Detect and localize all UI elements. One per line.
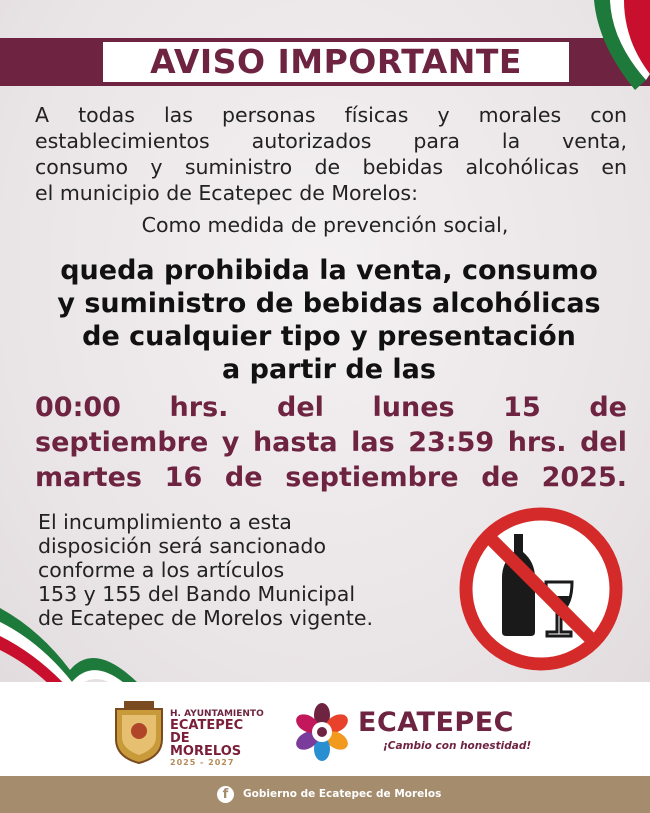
- date-line: martes 16 de septiembre de 2025.: [35, 462, 627, 493]
- measure-text: Como medida de prevención social,: [141, 213, 509, 237]
- sanction-line: 153 y 155 del Bando Municipal: [38, 582, 356, 606]
- date-range: [35, 390, 627, 495]
- sanction-line: conforme a los artículos: [38, 558, 285, 582]
- ayuntamiento-line: DE MORELOS: [170, 731, 242, 759]
- ayuntamiento-line: ECATEPEC: [170, 718, 244, 733]
- ayuntamiento-logo-text: [170, 709, 265, 768]
- footer-bar: [0, 776, 650, 813]
- ayuntamiento-years: 2025 - 2027: [170, 758, 235, 767]
- flag-ribbon-top-right: [580, 0, 650, 95]
- coat-of-arms-icon: [110, 699, 168, 765]
- footer-text: Gobierno de Ecatepec de Morelos: [243, 788, 442, 800]
- intro-line: A todas las personas físicas y morales con: [35, 103, 627, 127]
- ecatepec-flower-icon: [292, 702, 352, 762]
- notice-title: AVISO IMPORTANTE: [103, 42, 569, 82]
- sanction-line: disposición será sancionado: [38, 534, 326, 558]
- prohibition-line: queda prohibida la venta, consumo: [60, 255, 598, 286]
- brand-slogan: ¡Cambio con honestidad!: [383, 740, 532, 752]
- brand-name: ECATEPEC: [358, 707, 514, 738]
- no-alcohol-icon: [456, 504, 626, 674]
- facebook-icon[interactable]: f: [217, 786, 234, 803]
- date-line: septiembre y hasta las 23:59 hrs. del: [35, 427, 627, 458]
- logo-strip: [0, 682, 650, 776]
- prohibition-statement: [30, 254, 628, 386]
- intro-line: el municipio de Ecatepec de Morelos:: [35, 181, 418, 205]
- sanction-line: El incumplimiento a esta: [38, 510, 292, 534]
- date-line: 00:00 hrs. del lunes 15 de: [35, 392, 627, 423]
- prohibition-line: a partir de las: [222, 354, 436, 385]
- intro-line: establecimientos autorizados para la venta,: [35, 129, 627, 153]
- ayuntamiento-line: H. AYUNTAMIENTO: [170, 709, 264, 719]
- sanction-line: de Ecatepec de Morelos vigente.: [38, 606, 373, 630]
- prohibition-line: y suministro de bebidas alcohólicas: [57, 288, 601, 319]
- intro-line: consumo y suministro de bebidas alcohólicas en: [35, 155, 627, 179]
- sanction-paragraph: [38, 510, 458, 630]
- intro-paragraph: [35, 102, 627, 206]
- prohibition-line: de cualquier tipo y presentación: [82, 321, 576, 352]
